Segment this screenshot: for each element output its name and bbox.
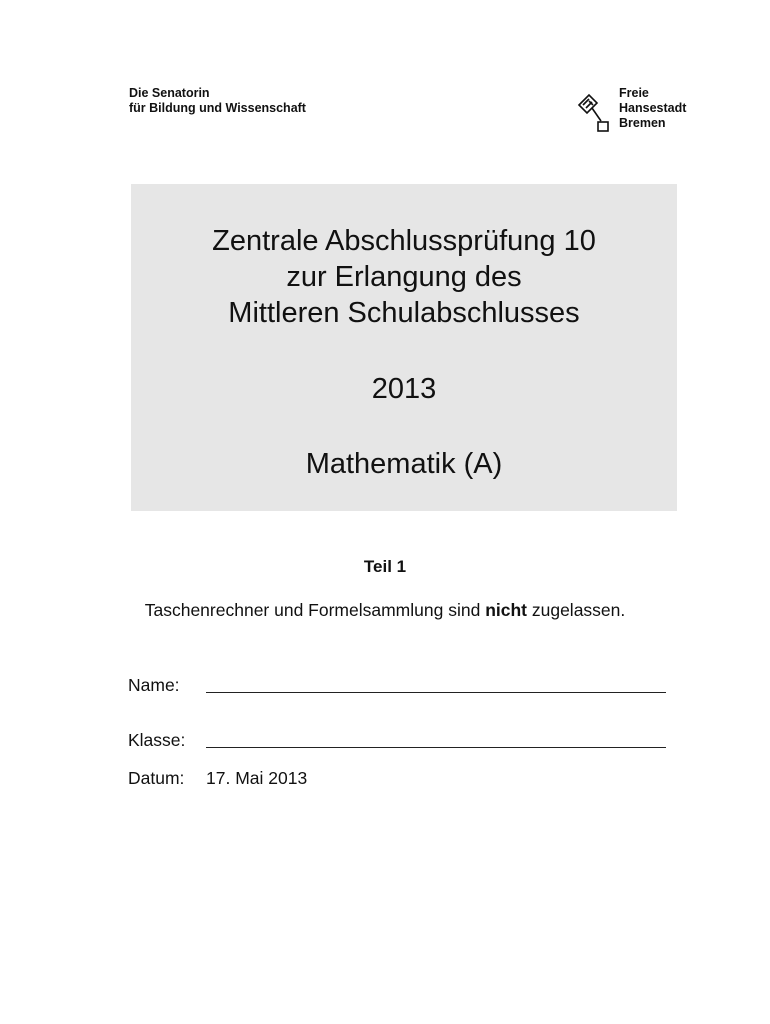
class-label: Klasse:: [128, 730, 186, 750]
exam-subject: Mathematik (A): [305, 448, 503, 480]
sender-block: [129, 86, 306, 116]
state-line-1: Freie: [619, 86, 649, 100]
sender-line-2: für Bildung und Wissenschaft: [129, 101, 306, 115]
class-field: [128, 729, 666, 751]
title-line-2: zur Erlangung des: [286, 261, 522, 293]
title-line-1: Zentrale Abschlussprüfung 10: [212, 225, 596, 257]
title-line-3: Mittleren Schulabschlusses: [228, 297, 580, 329]
state-block: [619, 86, 686, 131]
date-field: [128, 768, 307, 789]
sender-line-1: Die Senatorin: [129, 86, 210, 100]
class-blank-line: [206, 729, 666, 748]
name-label: Name:: [128, 675, 180, 695]
exam-title: [131, 184, 677, 331]
notice-text-before: Taschenrechner und Formelsammlung sind: [144, 600, 486, 620]
date-value: 17. Mai 2013: [206, 768, 308, 788]
title-box: [131, 184, 677, 511]
bremen-key-icon: [577, 93, 611, 135]
exam-year: 2013: [371, 373, 437, 405]
name-blank-line: [206, 674, 666, 693]
part-heading: Teil 1: [363, 557, 407, 576]
notice-emphasis: nicht: [485, 600, 527, 620]
date-label: Datum:: [128, 768, 185, 788]
state-line-3: Bremen: [619, 116, 666, 130]
state-line-2: Hansestadt: [619, 101, 687, 115]
aids-notice: [0, 600, 770, 621]
name-field: [128, 674, 666, 696]
notice-text-after: zugelassen.: [527, 600, 626, 620]
